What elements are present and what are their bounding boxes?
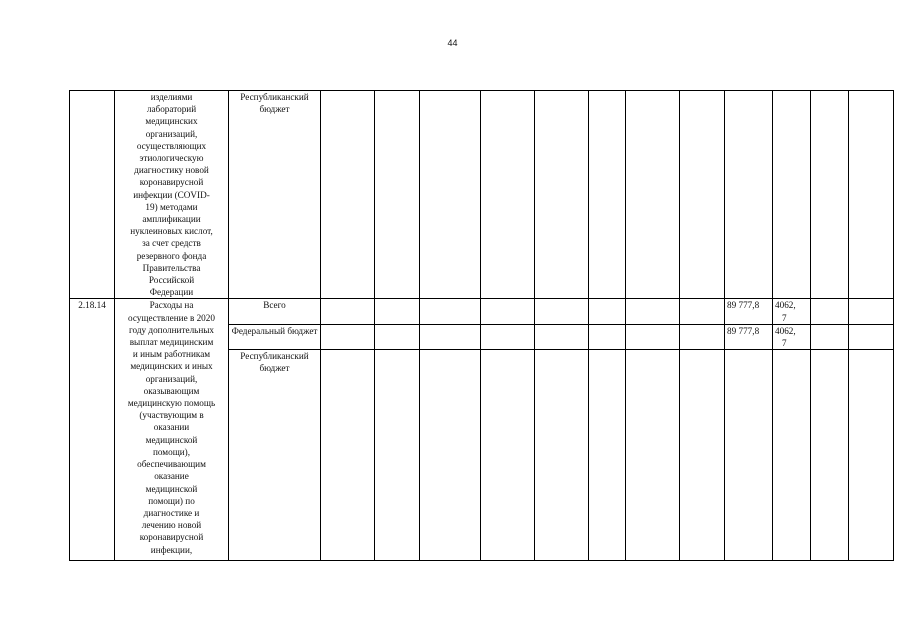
amount-cell bbox=[725, 350, 773, 561]
description-line: оказании bbox=[153, 422, 190, 433]
description-line: медицинских bbox=[145, 116, 198, 127]
page-number: 44 bbox=[447, 38, 458, 48]
amount-line: 7 bbox=[782, 338, 787, 349]
row-description-cell bbox=[115, 91, 229, 299]
description-line: организаций, bbox=[145, 373, 198, 384]
description-line: инфекции (COVID- bbox=[133, 189, 210, 200]
description-line: диагностике и bbox=[143, 507, 200, 518]
description-line: оказание bbox=[154, 471, 189, 482]
description-line: медицинских и иных bbox=[130, 361, 213, 372]
description-line: Расходы на bbox=[149, 300, 194, 311]
table-row-continuation bbox=[70, 91, 894, 299]
amount-line: 4062, bbox=[775, 300, 796, 311]
row-code-cell: 2.18.14 bbox=[70, 299, 115, 561]
description-line: и иным работникам bbox=[132, 349, 211, 360]
description-line: оказывающим bbox=[143, 385, 200, 396]
description-line: 19) методами bbox=[145, 201, 198, 212]
row-description-cell bbox=[115, 299, 229, 561]
description-line: нуклеиновых кислот, bbox=[130, 226, 213, 237]
description-line: Федерации bbox=[149, 287, 194, 298]
description-line: помощи), bbox=[152, 446, 191, 457]
amount-cell-2 bbox=[773, 299, 811, 324]
description-line: коронавирусной bbox=[139, 532, 204, 543]
funding-source-cell: Федеральный бюджет bbox=[229, 324, 321, 349]
description-line: амплификации bbox=[142, 214, 201, 225]
description-line: осуществление в 2020 bbox=[128, 312, 215, 323]
description-line: году дополнительных bbox=[128, 324, 215, 335]
description-line: лабораторий bbox=[146, 104, 197, 115]
description-line: (участвующим в bbox=[139, 410, 204, 421]
description-line: выплат медицинским bbox=[129, 337, 214, 348]
amount-line: 4062, bbox=[775, 325, 796, 336]
description-line: лечению новой bbox=[141, 520, 202, 531]
description-line: осуществляющих bbox=[136, 140, 207, 151]
amount-cell-2 bbox=[773, 350, 811, 561]
row-code-cell bbox=[70, 91, 115, 299]
description-line: обеспечивающим bbox=[137, 459, 206, 470]
budget-table bbox=[69, 90, 894, 561]
description-line: коронавирусной bbox=[139, 177, 204, 188]
amount-cell: 89 777,8 bbox=[725, 299, 773, 324]
description-line: организаций, bbox=[145, 128, 198, 139]
funding-source-cell: Республиканский бюджет bbox=[229, 350, 321, 561]
description-line: резервного фонда bbox=[136, 250, 207, 261]
description-line: медицинской bbox=[145, 483, 198, 494]
description-line: изделиями bbox=[150, 92, 193, 102]
funding-source-cell: Республиканский бюджет bbox=[229, 91, 321, 299]
amount-cell-2 bbox=[773, 324, 811, 349]
amount-cell: 89 777,8 bbox=[725, 324, 773, 349]
description-line: инфекции, bbox=[150, 544, 193, 555]
description-line: этиологическую bbox=[139, 153, 204, 164]
description-line: за счет средств bbox=[142, 238, 201, 249]
description-line: помощи) по bbox=[148, 495, 195, 506]
description-line: диагностику новой bbox=[134, 165, 209, 176]
funding-source-cell: Всего bbox=[229, 299, 321, 324]
description-line: медицинской bbox=[145, 434, 198, 445]
description-line: медицинскую помощь bbox=[127, 398, 216, 409]
amount-line: 7 bbox=[782, 312, 787, 323]
description-line: Российской bbox=[148, 275, 195, 286]
description-line: Правительства bbox=[142, 262, 201, 273]
table-row bbox=[70, 299, 894, 324]
